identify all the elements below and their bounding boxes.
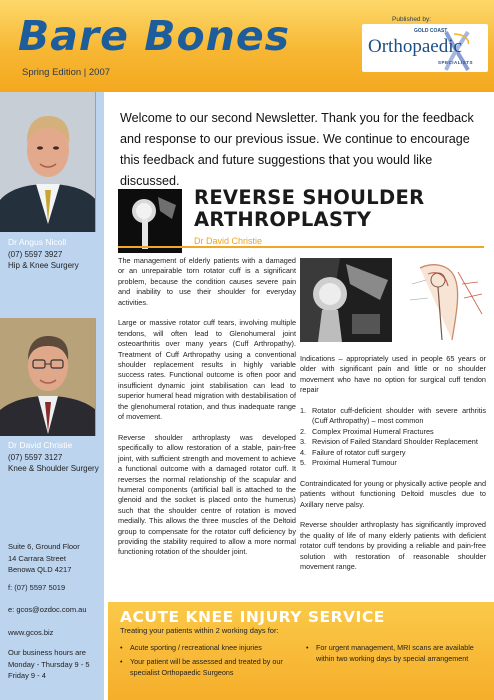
list-number: 5.	[300, 458, 307, 468]
article-paragraph: Reverse shoulder arthroplasty has significantly improved the quality of life of many elderly patients with deficient rotator cuff tendons by providing a reliable and pain-free solution with restoration of reasonable shoulder movement range.	[300, 520, 486, 572]
article-column-right	[300, 354, 486, 583]
hours-title: Our business hours are	[8, 648, 86, 657]
list-text: Rotator cuff-deficient shoulder with severe arthritis (Cuff Arthropathy) – most common	[312, 406, 486, 426]
address-line: Suite 6, Ground Floor	[8, 542, 80, 551]
published-by-label: Published by:	[392, 16, 432, 23]
email-link[interactable]: e: gcos@ozdoc.com.au	[8, 605, 87, 614]
hours-line: Monday - Thursday 9 - 5	[8, 659, 90, 669]
article-title	[194, 187, 424, 231]
address-line: 14 Carrara Street	[8, 553, 66, 563]
photo-david-christie	[0, 318, 96, 436]
list-text: Proximal Humeral Tumour	[312, 458, 397, 468]
address-line: Benowa QLD 4217	[8, 565, 72, 574]
article-paragraph: The management of elderly patients with a damaged or an unrepairable torn rotator cuff is a significant problem, because the condition causes severe pain and inability to use their shoulder for everyday activities.	[118, 256, 296, 307]
list-item: • Your patient will be assessed and treated by our specialist Orthopaedic Surgeons	[120, 656, 296, 678]
knee-service-box	[108, 602, 494, 700]
portrait-image	[0, 318, 96, 436]
hours-line: Friday 9 - 4	[8, 671, 46, 680]
doctor-phone: (07) 5597 3927	[8, 249, 63, 259]
newsletter-title: Bare Bones	[18, 12, 291, 60]
article-paragraph: Large or massive rotator cuff tears, involving multiple tendons, will often lead to Glenohumeral joint osteoarthritis over many years (Cuff Arthropathy). Treatment of Cuff Arthropathy using a conventional shoulder replacement results in highly variable success rates. Functional outcome is often poor and insufficient dynamic joint stabilisation can lead to superior humeral head migration with destabilisation of the glenohumeral rotation, and thus inadequate range of movement.	[118, 318, 296, 422]
knee-service-subtitle: Treating your patients within 2 working days for:	[120, 626, 279, 635]
list-item: • For urgent management, MRI scans are available within two working days by special arrangement	[306, 642, 482, 664]
shoulder-anatomy-diagram	[398, 254, 488, 346]
logo-orthopaedic: Orthopaedic	[368, 36, 462, 57]
doctor-caption-1	[8, 237, 79, 272]
knee-service-title: ACUTE KNEE INJURY SERVICE	[120, 608, 385, 626]
list-number: 4.	[300, 447, 307, 457]
knee-service-list-left	[120, 642, 296, 678]
divider	[118, 246, 484, 248]
list-text: Complex Proximal Humeral Fractures	[312, 426, 434, 436]
doctor-specialty: Knee & Shoulder Surgery	[8, 464, 99, 473]
business-hours	[8, 647, 90, 682]
doctor-caption-2	[8, 440, 99, 475]
list-text: Revision of Failed Standard Shoulder Replacement	[312, 437, 478, 447]
doctor-name: Dr David Christie	[8, 440, 73, 450]
doctor-phone: (07) 5597 3127	[8, 452, 63, 462]
list-number: 2.	[300, 426, 307, 436]
portrait-image	[0, 92, 96, 232]
fax-number: f: (07) 5597 5019	[8, 583, 66, 592]
shoulder-xray-image	[300, 258, 392, 342]
intro-text: Welcome to our second Newsletter. Thank you for the feedback and response to our previous issue. We continue to encourage this feedback and future suggestions that you would like discussed.	[120, 111, 474, 188]
edition-label: Spring Edition | 2007	[22, 67, 111, 78]
list-item	[300, 427, 486, 437]
article-title-line: REVERSE SHOULDER	[194, 186, 425, 209]
list-item	[300, 437, 486, 447]
knee-service-list-right	[306, 642, 482, 664]
list-item	[300, 406, 486, 427]
list-number: 1.	[300, 406, 307, 416]
list-item: • Acute sporting / recreational knee injuries	[120, 642, 296, 653]
list-item	[300, 458, 486, 468]
doctor-name: Dr Angus Nicoll	[8, 237, 67, 247]
logo-gold-coast: GOLD COAST	[414, 28, 448, 34]
article-paragraph: Indications – appropriately used in people 65 years or older with significant pain and little or no shoulder movement who have no option for surgical cuff tendon repair	[300, 354, 486, 395]
website-link[interactable]: www.gcos.biz	[8, 628, 54, 637]
list-text: Failure of rotator cuff surgery	[312, 447, 406, 457]
article-author: Dr David Christie	[194, 236, 263, 246]
photo-angus-nicoll	[0, 92, 96, 232]
article-title-line: ARTHROPLASTY	[194, 208, 372, 231]
article-column-left	[118, 256, 296, 568]
orthopaedic-logo	[362, 24, 488, 72]
doctor-specialty: Hip & Knee Surgery	[8, 261, 79, 270]
article-paragraph: Reverse shoulder arthroplasty was developed specifically to allow restoration of a stable, pain-free joint, with sufficient strength and movement to achieve a functional outcome with a damaged rotator cuff. It reverses the normal relationship of the scapular and humeral components (artificial ball is attached to the glenoid and the socket is placed onto the humerus) such that the shoulder centre of rotation is moved medially. This allows the three muscles of the Deltoid group to compensate for the rotator cuff deficiency by providing the stability required to allow a more normal functioning rotation of the shoulder joint.	[118, 432, 296, 557]
address-block	[8, 541, 80, 576]
xray-thumbnail-image	[118, 189, 182, 253]
list-number: 3.	[300, 437, 307, 447]
article-paragraph: Contraindicated for young or physically active people and patients without functioning Deltoid muscles due to Axillary nerve palsy.	[300, 478, 486, 509]
logo-specialists: SPECIALISTS	[438, 60, 474, 65]
indications-list	[300, 406, 486, 468]
list-item	[300, 448, 486, 458]
masthead	[0, 0, 494, 92]
